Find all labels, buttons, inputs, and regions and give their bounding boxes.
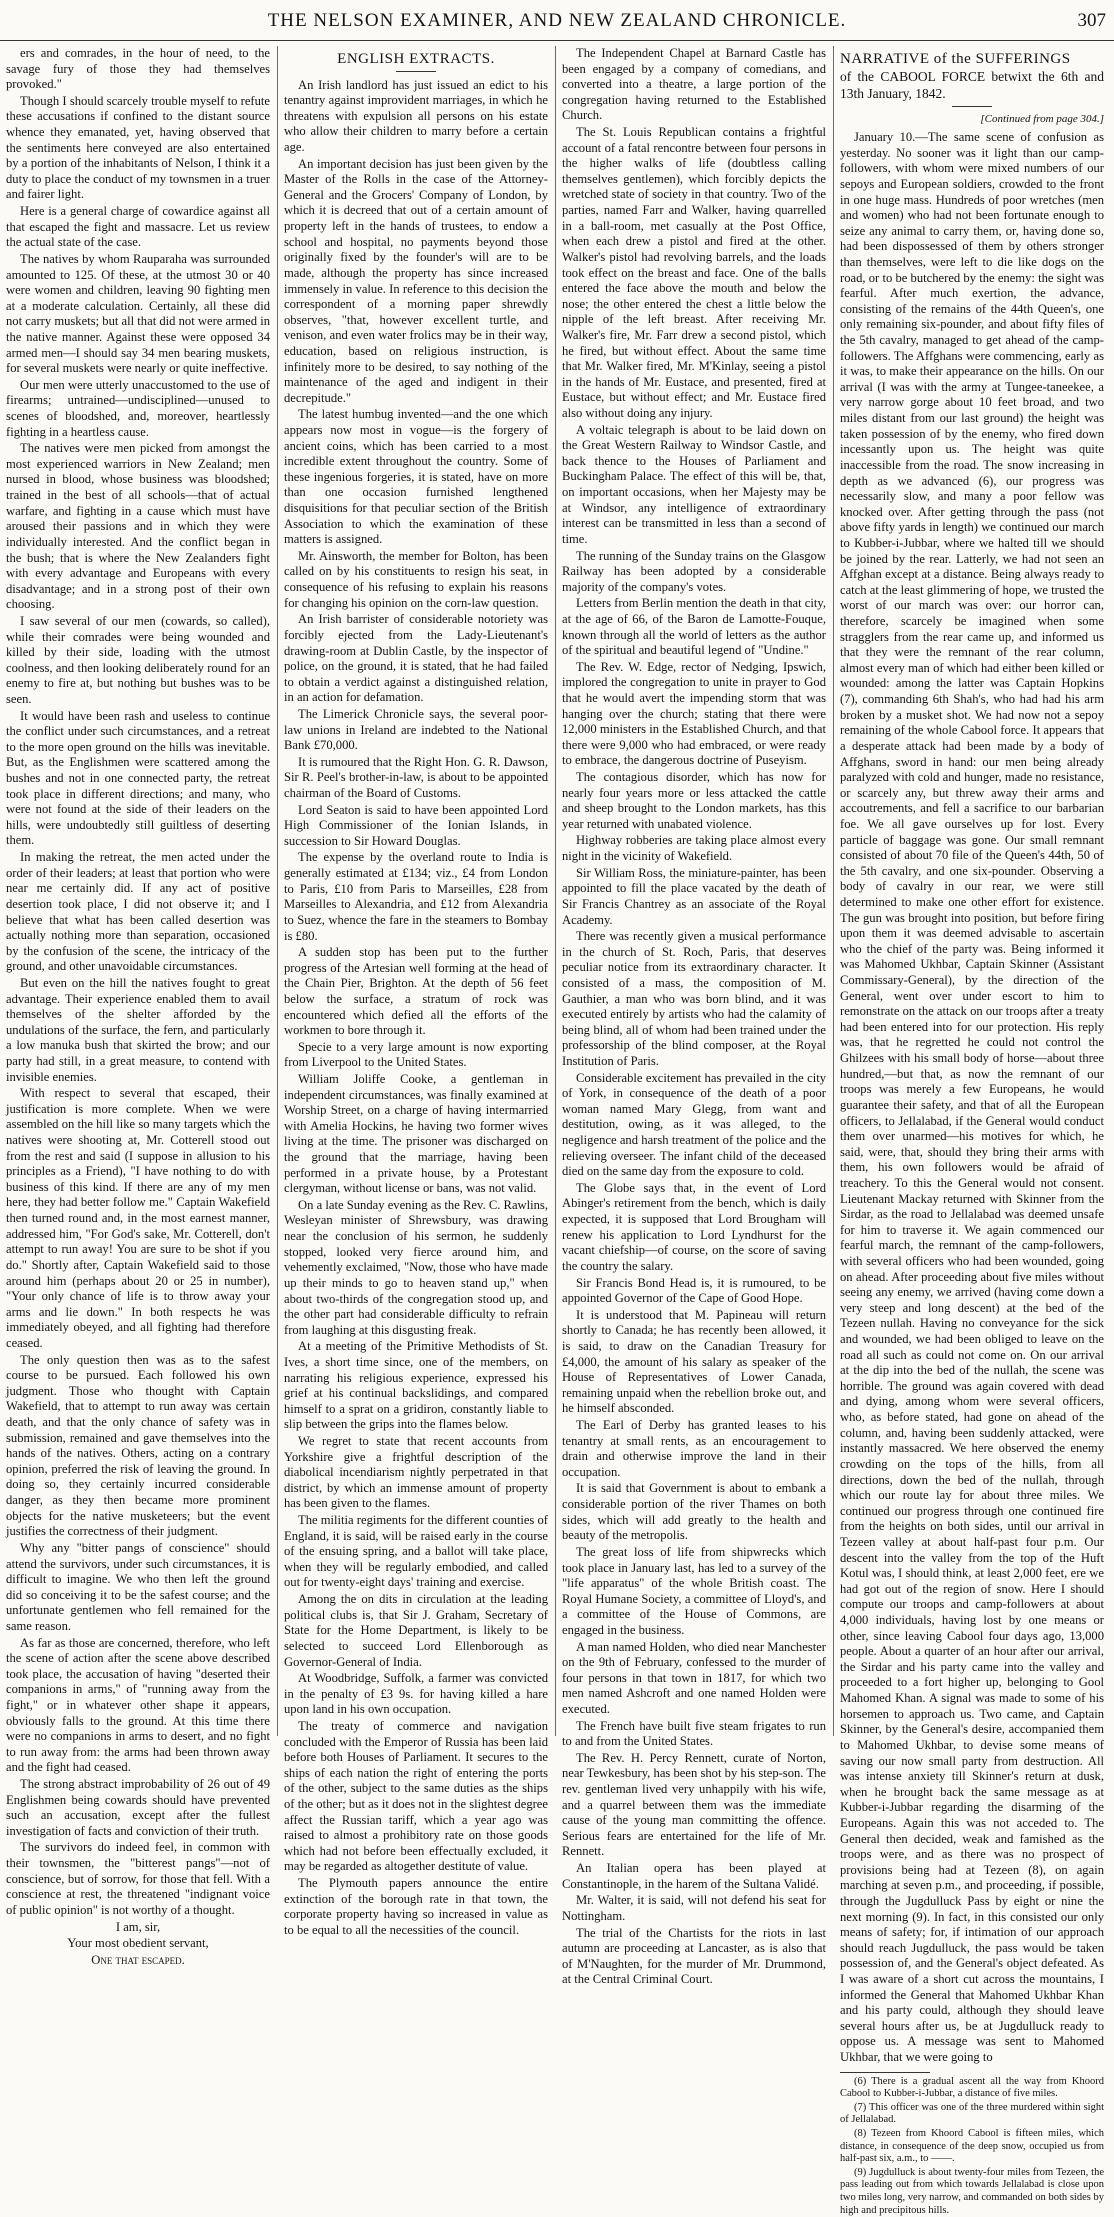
footnote: (9) Jugdulluck is about twenty-four miles from Tezeen, the pass leading out from which towards Jellalabad is close upon two miles long, very narrow, and commanded on both sides by high and precipitous hills. [840,2166,1104,2216]
paragraph: The natives were men picked from amongst the most experienced warriors in New Zealand; men nursed in blood, whose business was bloodshed; trained in the best of all schools—that of actual warfare, and fighting in a cause which must have aroused their passions and in which they were individually interested. And the conflict began in the bush; that is where the New Zealanders fight with every advantage and Europeans with every disadvantage; and in a strong post of their own choosing. [6,441,270,612]
paragraph: An important decision has just been given by the Master of the Rolls in the case of the Attorney-General and the Grocers' Company of London, by which it is decreed that out of a certain amount of property left in the hands of trustees, to endow a school and hospital, no payments beyond those originally fixed by the founder's will are to be made, although the property has since increased immensely in value. In reference to this decision the correspondent of a morning paper shrewdly observes, "that, however excellent turtle, and venison, and even water frolics may be in their way, education, based on religious instruction, is infinitely more to be desired, to say nothing of the maintenance of the aged and indigent in their decrepitude." [284,156,548,405]
narrative-heading [840,50,1104,103]
column-1-letter [6,46,270,1967]
column-3-extracts-continued [562,46,826,1987]
signoff-line: Your most obedient servant, [67,1936,209,1951]
paragraph: On a late Sunday evening as the Rev. C. Rawlins, Wesleyan minister of Shrewsbury, was drawing near the conclusion of his sermon, he suddenly stopped, looked very fierce around him, and vehemently exclaimed, "Now, those who have made up their minds to go to heaven stand up," when about two-thirds of the congregation stood up, and the other part had considerable difficulty to refrain from laughing at this disgusting freak. [284,1197,548,1337]
narrative-subheading: of the CABOOL FORCE betwixt the 6th and 13th January, 1842. [840,68,1104,101]
page-number: 307 [1077,10,1106,31]
paragraph: Sir Francis Bond Head is, it is rumoured, to be appointed Governor of the Cape of Good Hope. [562,1275,826,1306]
paragraph: The strong abstract improbability of 26 out of 49 Englishmen being cowards should have prevented such an accusation, except after the fullest investigation of facts and conviction of their truth. [6,1777,270,1838]
paragraph: January 10.—The same scene of confusion as yesterday. No sooner was it light than our camp-followers, with whom were mixed numbers of our sepoys and European soldiers, crowded to the front in one huge mass. Hundreds of poor wretches (men and women) who had not been fortunate enough to seize any animal to carry them, or, having done so, had been dispossessed of them by others stronger than themselves, were left to die like dogs on the road, or to be butchered by the enemy: the sight was fearful. After much exertion, the advance, consisting of the remains of the 44th Queen's, one only remaining six-pounder, and about fifty files of the 5th cavalry, managed to get ahead of the camp-followers. The Affghans were commencing, early as it was, to make their appearance on the hills. On our arrival (I was with the army at Tungee-taneekee, a very narrow gorge about 10 feet broad, and two miles distant from our last ground) the height was taken possession of by the enemy, who fired down incessantly upon us. The height was quite inaccessible from the road. The snow increasing in depth as we advanced (6), our progress was necessarily slow, and many a poor fellow was knocked over. After getting through the pass (not above fifty yards in length) we continued our march to Kubber-i-Jubbar, where we halted till we should be joined by the rear. Latterly, we had not seen an Affghan except at a distance. Being always ready to catch at the least glimmering of hope, we trusted the worst of our march was over: our horror can, therefore, scarcely be imagined when some stragglers from the rear came up, and informed us that they were the remnant of the rear column, almost every man of which had either been killed or wounded: among the latter was Captain Hopkins (7), commanding 6th Shah's, who had had his arm broken by a musket shot. We had now not a sepoy remaining of the whole Cabool force. It appears that a desperate attack had been made by a body of Affghans, sword in hand: our men being already paralyzed with cold and hunger, made no resistance, or scarcely any, but threw away their arms and accoutrements, and fell a sacrifice to our barbarian foe. We all gave ourselves up for lost. Every particle of baggage was gone. Our small remnant consisted of about 70 file of the Queen's 44th, 50 of the 5th cavalry, and one six-pounder. Observing a body of cavalry in our rear, we were still determined to make one other effort for existence. The gun was brought into position, but before firing upon them it was deemed advisable to ascertain who the chief of the party was. Being informed it was Mahomed Ukhbar, Captain Skinner (Assistant Commissary-General), by the direction of the General, went over under escort to him to remonstrate on the attack on our troops after a treaty had been entered into for our protection. His reply was, that he regretted he could not control the Ghilzees with his small body of horse—about three hundred,—but that, as now the remnant of our troops was merely a few Europeans, he would guarantee their safety, and that of all the European officers, to Jellalabad, if the General would conduct them over unarmed—his motives for which, he said, were, that, should they bring their arms with them, his own followers would be afraid of treachery. To this the General would not consent. Lieutenant Mackay returned with Skinner from the Sirdar, as the road to Jellalabad was deemed unsafe for him to traverse it. We again commenced our fearful march, the remnant of the camp-followers, with several officers who had been wounded, going on ahead. After proceeding about five miles without seeing any enemy, we arrived (having come down a very steep and long descent) at the bed of the Tezeen nullah. Having no conveyance for the sick and wounded, we had been obliged to leave on the road all such as could not come on. On our arrival at the dip into the bed of the nullah, the scene was horrible. The ground was again covered with dead and dying, among whom were several officers, who, as before stated, had gone on ahead of the column, and, having been suddenly attacked, were instantly massacred. We here observed the enemy crowding on the tops of the hills, from all directions, down the bed of the nullah, through which our route lay for about three miles. We continued our progress through one continued fire from the heights on both sides, until our arrival in Tezeen valley at about half-past four p.m. Our descent into the valley from the top of the Huft Kotul was, I should think, at least 2,000 feet, ere we had got out of the region of snow. Here I should compute our troops and camp-followers at about 4,000 individuals, having lost by one means or other, since leaving Cabool four days ago, 13,000 people. About a quarter of an hour after our arrival, the Sirdar and his party came into the valley and proceeded to a fort higher up, belonging to Gool Mahomed Khan. A signal was made to some of his horsemen to approach us. Two came, and Captain Skinner, by the General's desire, accompanied them to Mahomed Ukhbar, to devise some means of saving our now small party from destruction. All was intense anxiety till Skinner's return at dusk, when he brought back the same message as at Kubber-i-Jubbar regarding the disarming of the Europeans. Again this was not acceded to. The General then decided, weak and famished as the troops were, and as there was no prospect of provisions being had at Tezeen (8), on again marching at seven p.m., and proceeding, if possible, through the Jugdulluck Pass by eight or nine the next morning (9). In fact, in this consisted our only means of safety; for, if intimation of our approach should reach Jugdulluck, the pass would be taken possession of, and the General's object defeated. As I was aware of a short cut across the mountains, I informed the General that Mahomed Ukhbar Khan and his party could, although they should leave several hours after us, be at Jugdulluck ready to oppose us. A message was sent to Mahomed Ukhbar, that we were going to [840,130,1105,2065]
paragraph: Considerable excitement has prevailed in the city of York, in consequence of the death of a poor woman named Mary Glegg, from want and destitution, owing, as it was alleged, to the negligence and harsh treatment of the police and the relieving overseer. The infant child of the deceased died on the same day from the exposure to cold. [562,1070,826,1179]
paragraph: There was recently given a musical performance in the church of St. Roch, Paris, that deserves peculiar notice from its extraordinary character. It consisted of a mass, the composition of M. Gauthier, a man who was born blind, and it was executed entirely by artists who had the calamity of being blind, all of whom had been trained under the professorship of the blind composer, at the Royal Institution of Paris. [562,929,826,1068]
paragraph: An Italian opera has been played at Constantinople, in the harem of the Sultana Validé. [562,1861,826,1891]
paragraph: Sir William Ross, the miniature-painter, has been appointed to fill the place vacated by the death of Sir Francis Chantrey as an associate of the Royal Academy. [562,865,826,927]
footnote: (6) There is a gradual ascent all the way from Khoord Cabool to Kubber-i-Jubbar, a distance of five miles. [840,2075,1104,2100]
paragraph: A man named Holden, who died near Manchester on the 9th of February, confessed to the murder of four persons in that town in 1817, for which two men named Ashcroft and one named Holden were executed. [562,1639,826,1716]
paragraph: The trial of the Chartists for the riots in last autumn are proceeding at Lancaster, as is also that of M'Naughten, for the murder of Mr. Drummond, at the Central Criminal Court. [562,1925,826,1987]
extracts-body [284,78,548,1939]
paragraph: It is rumoured that the Right Hon. G. R. Dawson, Sir R. Peel's brother-in-law, is about to be appointed chairman of the Board of Customs. [284,754,548,801]
paragraph: A voltaic telegraph is about to be laid down on the Great Western Railway to Windsor Castle, and back thence to the Houses of Parliament and Buckingham Palace. The effect of this will be, that, on important occasions, when her Majesty may be at Windsor, any intelligence of extraordinary interest can be transmitted in less than a second of time. [562,422,826,546]
paragraph: The Independent Chapel at Barnard Castle has been engaged by a company of comedians, and converted into a theatre, a large portion of the congregation having returned to the Established Church. [562,46,826,123]
column-divider [555,46,556,1736]
paragraph: The natives by whom Rauparaha was surrounded amounted to 125. Of these, at the utmost 30 or 40 were women and children, leaving 90 fighting men at a moderate calculation. Certainly, all these did not carry muskets; but all that did not were armed in the native manner. Against these were opposed 34 armed men—I should say 34 men bearing muskets, for several muskets were nearly or quite ineffective. [6,251,270,376]
paragraph: Lord Seaton is said to have been appointed Lord High Commissioner of the Ionian Islands, in succession to Sir Howard Douglas. [284,802,548,848]
paragraph: Specie to a very large amount is now exporting from Liverpool to the United States. [284,1039,548,1070]
paragraph: I saw several of our men (cowards, so called), while their comrades were being wounded and killed by their side, loading with the utmost coolness, and then looking deliberately round for an enemy to fire at, but nothing but bushes was to be seen. [6,613,270,706]
paragraph: Mr. Walter, it is said, will not defend his seat for Nottingham. [562,1893,826,1923]
paragraph: William Joliffe Cooke, a gentleman in independent circumstances, was finally examined at Worship Street, on a charge of having intermarried with Amelia Hockins, he having two former wives living at the time. The prisoner was discharged on the ground that the marriage, having been performed in a private house, by a Protestant clergyman, without license or bans, was not valid. [284,1071,548,1196]
section-heading: ENGLISH EXTRACTS. [337,51,495,67]
running-title: THE NELSON EXAMINER, AND NEW ZEALAND CHRONICLE. [267,10,847,31]
paragraph: As far as those are concerned, therefore, who left the scene of action after the scene above described took place, the accusation of having "deserted their companions in arms," of "running away from the fight," or in whatever other shape it appears, obviously falls to the ground. At this time there were no companions in arms to desert, and no fight to run away from: the arms had been thrown away and the fight had ceased. [6,1635,270,1775]
signoff-line: I am, sir, [115,1919,161,1934]
footnotes [840,2076,1104,2217]
column-divider [277,46,278,1736]
paragraph: Why any "bitter pangs of conscience" should attend the survivors, under such circumstances, it is difficult to imagine. We who then left the ground did so conceiving it to be the safest course; and the unfortunate gentlemen who fell remained for the same reason. [6,1540,270,1633]
column-divider [833,46,834,1736]
paragraph: The Globe says that, in the event of Lord Abinger's retirement from the bench, which is daily expected, it is supposed that Lord Brougham will renew his application to Lord Lyndhurst for the vacant chiefship—of course, on the score of saving the country the salary. [562,1180,826,1273]
paragraph: The Earl of Derby has granted leases to his tenantry at small rents, as an encouragement to drain and otherwise improve the land in their occupation. [562,1418,826,1479]
paragraph: The militia regiments for the different counties of England, it is said, will be raised early in the course of the ensuing spring, and a ballot will take place, when they will be regularly embodied, and called out for twenty-eight days' training and exercise. [284,1513,548,1590]
paragraph: The contagious disorder, which has now for nearly four years more or less attacked the cattle and sheep brought to the London markets, has this year returned with unabated violence. [562,770,826,831]
paragraph: Letters from Berlin mention the death in that city, at the age of 66, of the Baron de Lamotte-Fouque, known through all the world of letters as the author of the spiritual and beautiful legend of "Undine." [562,596,826,658]
extracts-body [562,46,826,1988]
letter-body [6,46,270,1919]
paragraph: The St. Louis Republican contains a frightful account of a fatal rencontre between four persons in the higher walks of life (doubtless calling themselves gentlemen), which forcibly depicts the wretched state of society in that country. Two of the parties, named Farr and Walker, having quarrelled in a ball-room, met casually at the Post Office, when each drew a pistol and fired at the other. Walker's pistol had revolving barrels, and the loads took effect on the breast and face. One of the balls entered the face above the mouth and below the nose; the other entered the chest a little below the nipple of the left breast. After receiving Mr. Walker's fire, Mr. Farr drew a second pistol, which he fired, but without effect. About the same time that Mr. Walker fired, Mr. M'Kinlay, seeing a pistol in the hands of Mr. Eustace, and presented, fired at Eustace, but without effect; and Mr. Eustace fired also without doing any injury. [562,125,826,421]
paragraph: But even on the hill the natives fought to great advantage. Their experience enabled them to avail themselves of the shelter afforded by the undulations of the surface, the fern, and particularly a low manuka bush that skirted the brow; and our party had still, in a great measure, to contend with invisible enemies. [6,975,270,1084]
paragraph: An Irish barrister of considerable notoriety was forcibly ejected from the Lady-Lieutenant's drawing-room at Dublin Castle, by the inspector of police, on the ground, it is stated, that he had failed to obtain a verdict against a distinguished relation, in an action for defamation. [284,612,548,705]
heading-rule [396,71,436,72]
paragraph: ers and comrades, in the hour of need, to the savage fury of those they had themselves provoked." [6,46,270,92]
paragraph: The French have built five steam frigates to run to and from the United States. [562,1718,826,1749]
paragraph: Though I should scarcely trouble myself to refute these accusations if confined to the distant source whence they emanated, yet, having observed that the sentiments here conveyed are also entertained by a portion of the inhabitants of Nelson, I think it a duty to place the conduct of my townsmen in a truer and fairer light. [6,93,270,202]
paragraph: It would have been rash and useless to continue the conflict under such circumstances, and a retreat to the more open ground on the hills was inevitable. But, as the Englishmen were scattered among the bushes and not in one connected party, the retreat took place in different directions; and many, who were not found at the side of their leaders on the hills, were undoubtedly still guiltless of deserting them. [6,708,270,848]
letter-signature: One that escaped. [91,1952,185,1967]
paragraph: Among the on dits in circulation at the leading political clubs is, that Sir J. Graham, Secretary of State for the Home Department, is likely to be selected to succeed Lord Ellenborough as Governor-General of India. [284,1592,548,1669]
paragraph: The treaty of commerce and navigation concluded with the Emperor of Russia has been laid before both Houses of Parliament. It secures to the ships of each nation the right of entering the ports of the other, subject to the same duties as the ships of the other; but as it does not in the slightest degree affect the Russian tariff, which a year ago was raised to almost a prohibitory rate on those goods which had not before been effectually excluded, it may be regarded as altogether destitute of value. [284,1718,548,1874]
paragraph: The latest humbug invented—and the one which appears now most in vogue—is the forgery of ancient coins, which has been carried to a most incredible extent throughout the country. Some of these ingenious forgeries, it is stated, have on more than one occasion furnished lengthened disquisitions for that peculiar section of the British Association to which the examination of these matters is assigned. [284,407,548,547]
paragraph: It is understood that M. Papineau will return shortly to Canada; he has recently been allowed, it is said, to draw on the Canadian Treasury for £4,000, the amount of his salary as speaker of the House of Representatives of Lower Canada, remaining unpaid when the rebellion broke out, and he himself absconded. [562,1307,826,1416]
narrative-body [840,130,1104,2066]
heading-rule [952,106,992,107]
paragraph: The Limerick Chronicle says, the several poor-law unions in Ireland are indebted to the National Bank £70,000. [284,706,548,753]
paragraph: The Plymouth papers announce the entire extinction of the borough rate in that town, the corporate property having so increased in value as to be equal to all the necessities of the council. [284,1876,548,1937]
paragraph: The Rev. W. Edge, rector of Nedging, Ipswich, implored the congregation to unite in prayer to God that he would avert the impending storm that was hanging over the church; stating that there were 12,000 ministers in the Established Church, and that there were 9,000 who had embraced, or were ready to embrace, the dangerous doctrine of Puseyism. [562,659,826,768]
paragraph: Highway robberies are taking place almost every night in the vicinity of Wakefield. [562,833,826,864]
footnote: (8) Tezeen from Khoord Cabool is fifteen miles, which distance, in consequence of the deep snow, occupied us from half-past six, a.m., to ——. [840,2128,1104,2165]
paragraph: The Rev. H. Percy Rennett, curate of Norton, near Tewkesbury, has been shot by his step-son. The rev. gentleman lived very unhappily with his wife, and a quarrel between them was the immediate cause of the young man committing the offence. Serious fears are entertained for the life of Mr. Rennett. [562,1750,826,1859]
paragraph: At Woodbridge, Suffolk, a farmer was convicted in the penalty of £3 9s. for having killed a hare upon land in his own occupation. [284,1671,548,1717]
paragraph: A sudden stop has been put to the further progress of the Artesian well forming at the head of the Chain Pier, Brighton. At the depth of 56 feet below the surface, a stratum of rock was encountered which defied all the efforts of the workmen to bore through it. [284,945,548,1038]
paragraph: Here is a general charge of cowardice against all that escaped the fight and massacre. Let us review the actual state of the case. [6,204,270,250]
narrative-heading-line: NARRATIVE of the SUFFERINGS [840,51,1071,67]
paragraph: With respect to several that escaped, their justification is more complete. When we were assembled on the hill like so many targets which the natives were shooting at, Mr. Cotterell stood out from the rest and said (I suppose in allusion to his principles as a Friend), "I have nothing to do with business of this kind. If there are any of my men here, they had better follow me." Captain Wakefield then turned round and, in the most earnest manner, addressed him, "For God's sake, Mr. Cotterell, don't attempt to run away! You are sure to be shot if you do." Shortly after, Captain Wakefield said to those around him (perhaps about 20 or 25 in number), "Your only chance of life is to throw away your arms and lie down." In both respects he was immediately obeyed, and all fighting had therefore ceased. [6,1086,270,1350]
paragraph: The great loss of life from shipwrecks which took place in January last, has led to a survey of the "life apparatus" of the whole British coast. The Royal Humane Society, a committee of Lloyd's, and a committee of the House of Commons, are engaged in the business. [562,1544,826,1637]
paragraph: At a meeting of the Primitive Methodists of St. Ives, a short time since, one of the members, on narrating his religious experience, expressed his grief at his continual backslidings, and compared himself to a sprat on a gridiron, constantly liable to slip between the grips into the flames below. [284,1339,548,1432]
paragraph: We regret to state that recent accounts from Yorkshire give a frightful description of the diabolical incendiarism nightly perpetrated in that district, by which an immense amount of property has been given to the flames. [284,1434,548,1511]
column-2-english-extracts [284,46,548,1937]
paragraph: An Irish landlord has just issued an edict to his tenantry against improvident marriages, in which he threatens with expulsion all persons on his estate who allow their children to marry before a certain age. [284,77,548,155]
footnote: (7) This officer was one of the three murdered within sight of Jellalabad. [840,2101,1104,2126]
column-4-narrative [840,46,1105,2216]
continued-note: [Continued from page 304.] [980,112,1104,125]
paragraph: Our men were utterly unaccustomed to the use of firearms; untrained—undisciplined—unused to scenes of bloodshed, and, moreover, heartlessly fighting in a heartless cause. [6,377,270,439]
paragraph: The expense by the overland route to India is generally estimated at £134; viz., £4 from London to Paris, £10 from Paris to Marseilles, £28 from Marseilles to Alexandria, and £12 from Alexandria to Suez, whence the fare in the steamers to Bombay is £80. [284,850,548,943]
paragraph: It is said that Government is about to embank a considerable portion of the river Thames on both sides, which will add greatly to the health and beauty of the metropolis. [562,1481,826,1543]
paragraph: The running of the Sunday trains on the Glasgow Railway has been adopted by a considerable majority of the company's votes. [562,548,826,594]
paragraph: The only question then was as to the safest course to be pursued. Each followed his own judgment. Those who thought with Captain Wakefield, that to attempt to run away was certain death, and that the only chance of safety was in submission, remained and gave themselves into the hands of the natives. Others, acting on a contrary opinion, preferred the risk of leaving the ground. In doing so, they certainly incurred considerable danger, as they then became more prominent objects for the native musketeers; but the event justifies the correctness of their judgment. [6,1352,270,1539]
page-header [0,0,1114,41]
paragraph: Mr. Ainsworth, the member for Bolton, has been called on by his constituents to resign his seat, in consequence of his refusing to explain his reasons for changing his opinion on the corn-law question. [284,548,548,610]
footnote-rule [840,2072,930,2073]
paragraph: In making the retreat, the men acted under the order of their leaders; at least that portion who were near me certainly did. If any act of positive desertion took place, I did not observe it; and I believe that what has been called desertion was actually nothing more than separation, occasioned by the confusion of the scene, the intricacy of the ground, and other unavoidable circumstances. [6,850,270,974]
paragraph: The survivors do indeed feel, in common with their townsmen, the "bitterest pangs"—not of conscience, but of sorrow, for those that fell. With a conscience at rest, the threatened "indignant voice of public opinion" is not worthy of a thought. [6,1840,270,1917]
